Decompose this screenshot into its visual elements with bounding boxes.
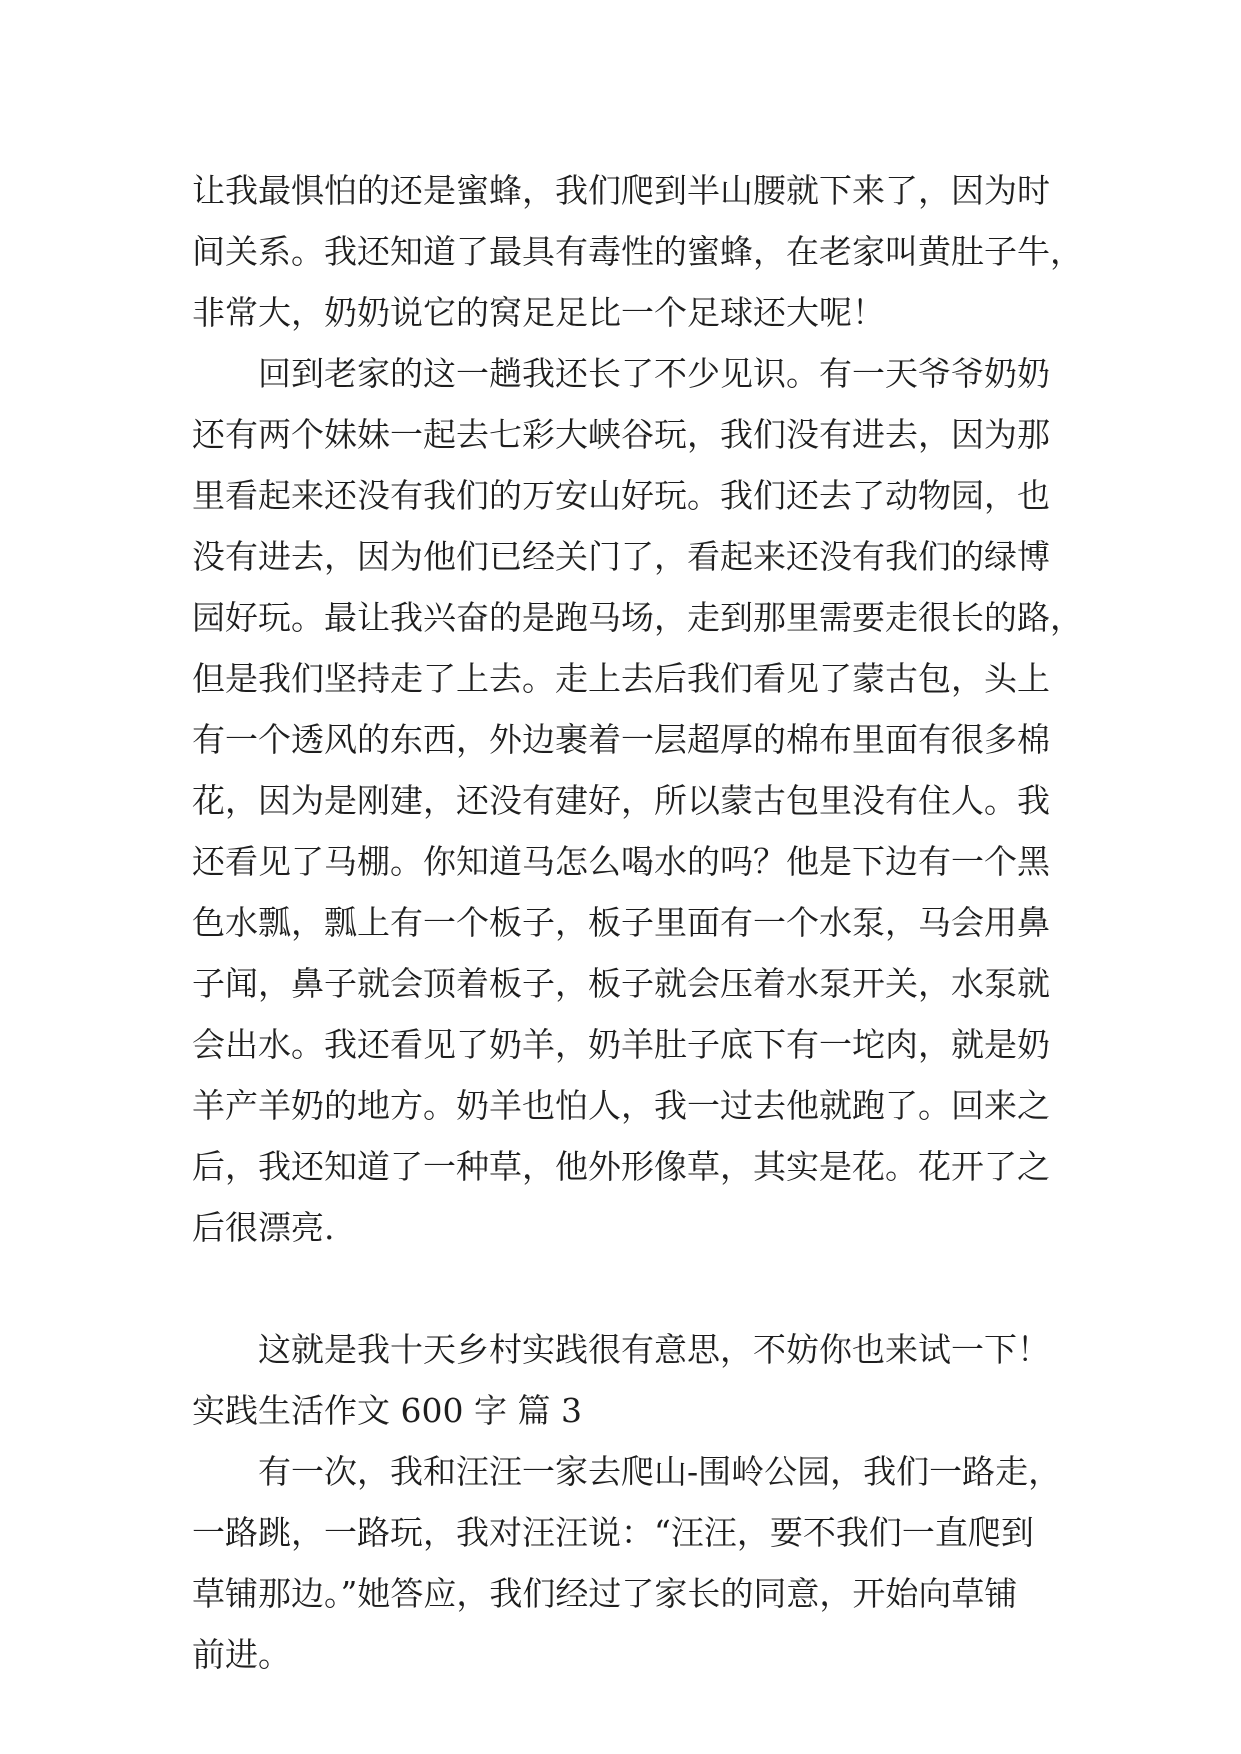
text-line: 还有两个妹妹一起去七彩大峡谷玩，我们没有进去，因为那 [192,415,1050,454]
text-line: 羊产羊奶的地方。奶羊也怕人，我一过去他就跑了。回来之 [192,1086,1050,1125]
text-line: 一路跳，一路玩，我对汪汪说：“汪汪，要不我们一直爬到 [192,1513,1034,1552]
text-line: 草铺那边。”她答应，我们经过了家长的同意，开始向草铺 [192,1574,1018,1613]
text-line: 会出水。我还看见了奶羊，奶羊肚子底下有一坨肉，就是奶 [192,1025,1050,1064]
text-line: 这就是我十天乡村实践很有意思，不妨你也来试一下！ [258,1330,1050,1369]
paragraph-1 [192,160,1083,343]
section-heading: 实践生活作文 600 字 篇 3 [192,1391,582,1430]
paragraph-3 [192,1319,1062,1380]
text-line: 回到老家的这一趟我还长了不少见识。有一天爷爷奶奶 [258,354,1050,393]
text-line: 后，我还知道了一种草，他外形像草，其实是花。花开了之 [192,1147,1050,1186]
text-line: 没有进去，因为他们已经关门了，看起来还没有我们的绿博 [192,537,1050,576]
text-line: 有一次，我和汪汪一家去爬山-围岭公园，我们一路走， [258,1452,1062,1491]
paragraph-2 [192,343,1083,1319]
text-line: 园好玩。最让我兴奋的是跑马场，走到那里需要走很长的路， [192,598,1083,637]
text-line [192,1258,1062,1319]
text-line: 花，因为是刚建，还没有建好，所以蒙古包里没有住人。我 [192,781,1050,820]
text-line: 子闻，鼻子就会顶着板子，板子就会压着水泵开关，水泵就 [192,964,1050,1003]
text-line: 非常大，奶奶说它的窝足足比一个足球还大呢！ [192,293,885,332]
text-line: 有一个透风的东西，外边裹着一层超厚的棉布里面有很多棉 [192,720,1050,759]
document-body [192,160,1083,1685]
text-line: 但是我们坚持走了上去。走上去后我们看见了蒙古包，头上 [192,659,1050,698]
text-line: 让我最惧怕的还是蜜蜂，我们爬到半山腰就下来了，因为时 [192,171,1050,210]
text-line: 色水瓢，瓢上有一个板子，板子里面有一个水泵，马会用鼻 [192,903,1050,942]
text-line: 还看见了马棚。你知道马怎么喝水的吗？他是下边有一个黑 [192,842,1050,881]
paragraph-4 [192,1441,1062,1685]
text-line: 里看起来还没有我们的万安山好玩。我们还去了动物园，也 [192,476,1050,515]
text-line: 间关系。我还知道了最具有毒性的蜜蜂，在老家叫黄肚子牛， [192,232,1083,271]
text-line: 后很漂亮. [192,1208,335,1247]
text-line: 前进。 [192,1635,291,1674]
